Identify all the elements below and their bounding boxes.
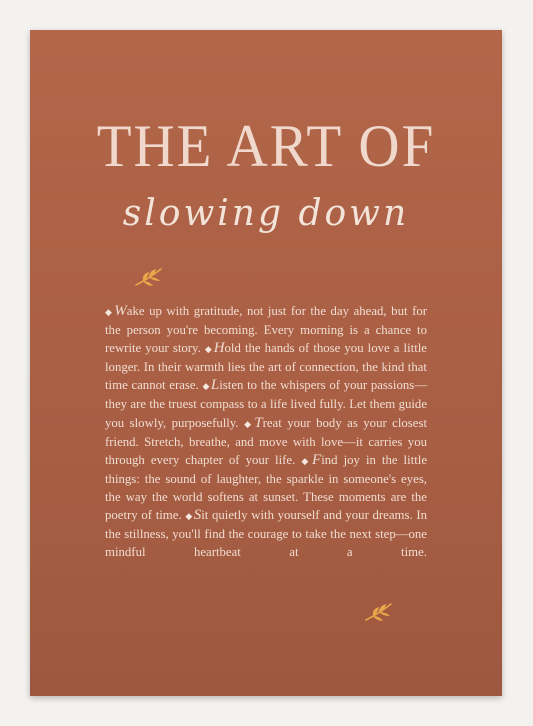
drop-initial: H (213, 340, 225, 357)
body-text (105, 302, 427, 561)
paragraph-text: it quietly with yourself and your dreams. In the stillness, you'll find the courage to take the next step—one mindful heartbeat at a time. (105, 508, 427, 560)
poster (30, 30, 502, 696)
drop-initial: F (312, 451, 322, 468)
poster-subtitle: slowing down (122, 193, 410, 234)
diamond-bullet-icon: ◆ (185, 511, 193, 522)
drop-initial: S (193, 507, 202, 524)
drop-initial: W (114, 303, 127, 319)
leaf-sprig-icon (134, 267, 164, 292)
poster-title: THE ART OF (96, 113, 436, 180)
paragraph-text: ake up with gratitude, not just for the day ahead, but for the person you're becoming. Every morning is a chance to rewrite your story. (105, 304, 427, 356)
diamond-bullet-icon: ◆ (301, 455, 312, 466)
paragraph-text: old the hands of those you love a little longer. In their warmth lies the art of connection, the kind that time cannot erase. (105, 341, 427, 393)
paragraph-text: ind joy in the little things: the sound of laughter, the sparkle in someone's eyes, the way the world softens at sunset. These moments are the poetry of time. (105, 452, 428, 523)
paragraph-text: isten to the whispers of your passions—they are the truest compass to a life lived fully. Let them guide you slowly, purposefully. (105, 378, 428, 430)
drop-initial: L (210, 377, 220, 394)
leaf-sprig-icon (364, 602, 394, 627)
diamond-bullet-icon: ◆ (244, 418, 254, 429)
diamond-bullet-icon: ◆ (105, 307, 114, 317)
diamond-bullet-icon: ◆ (204, 344, 213, 355)
paragraph-text: reat your body as your closest friend. Stretch, breathe, and move with love—it carries you through every chapter of your life. (105, 415, 428, 467)
drop-initial: T (254, 414, 263, 431)
diamond-bullet-icon: ◆ (202, 381, 210, 392)
